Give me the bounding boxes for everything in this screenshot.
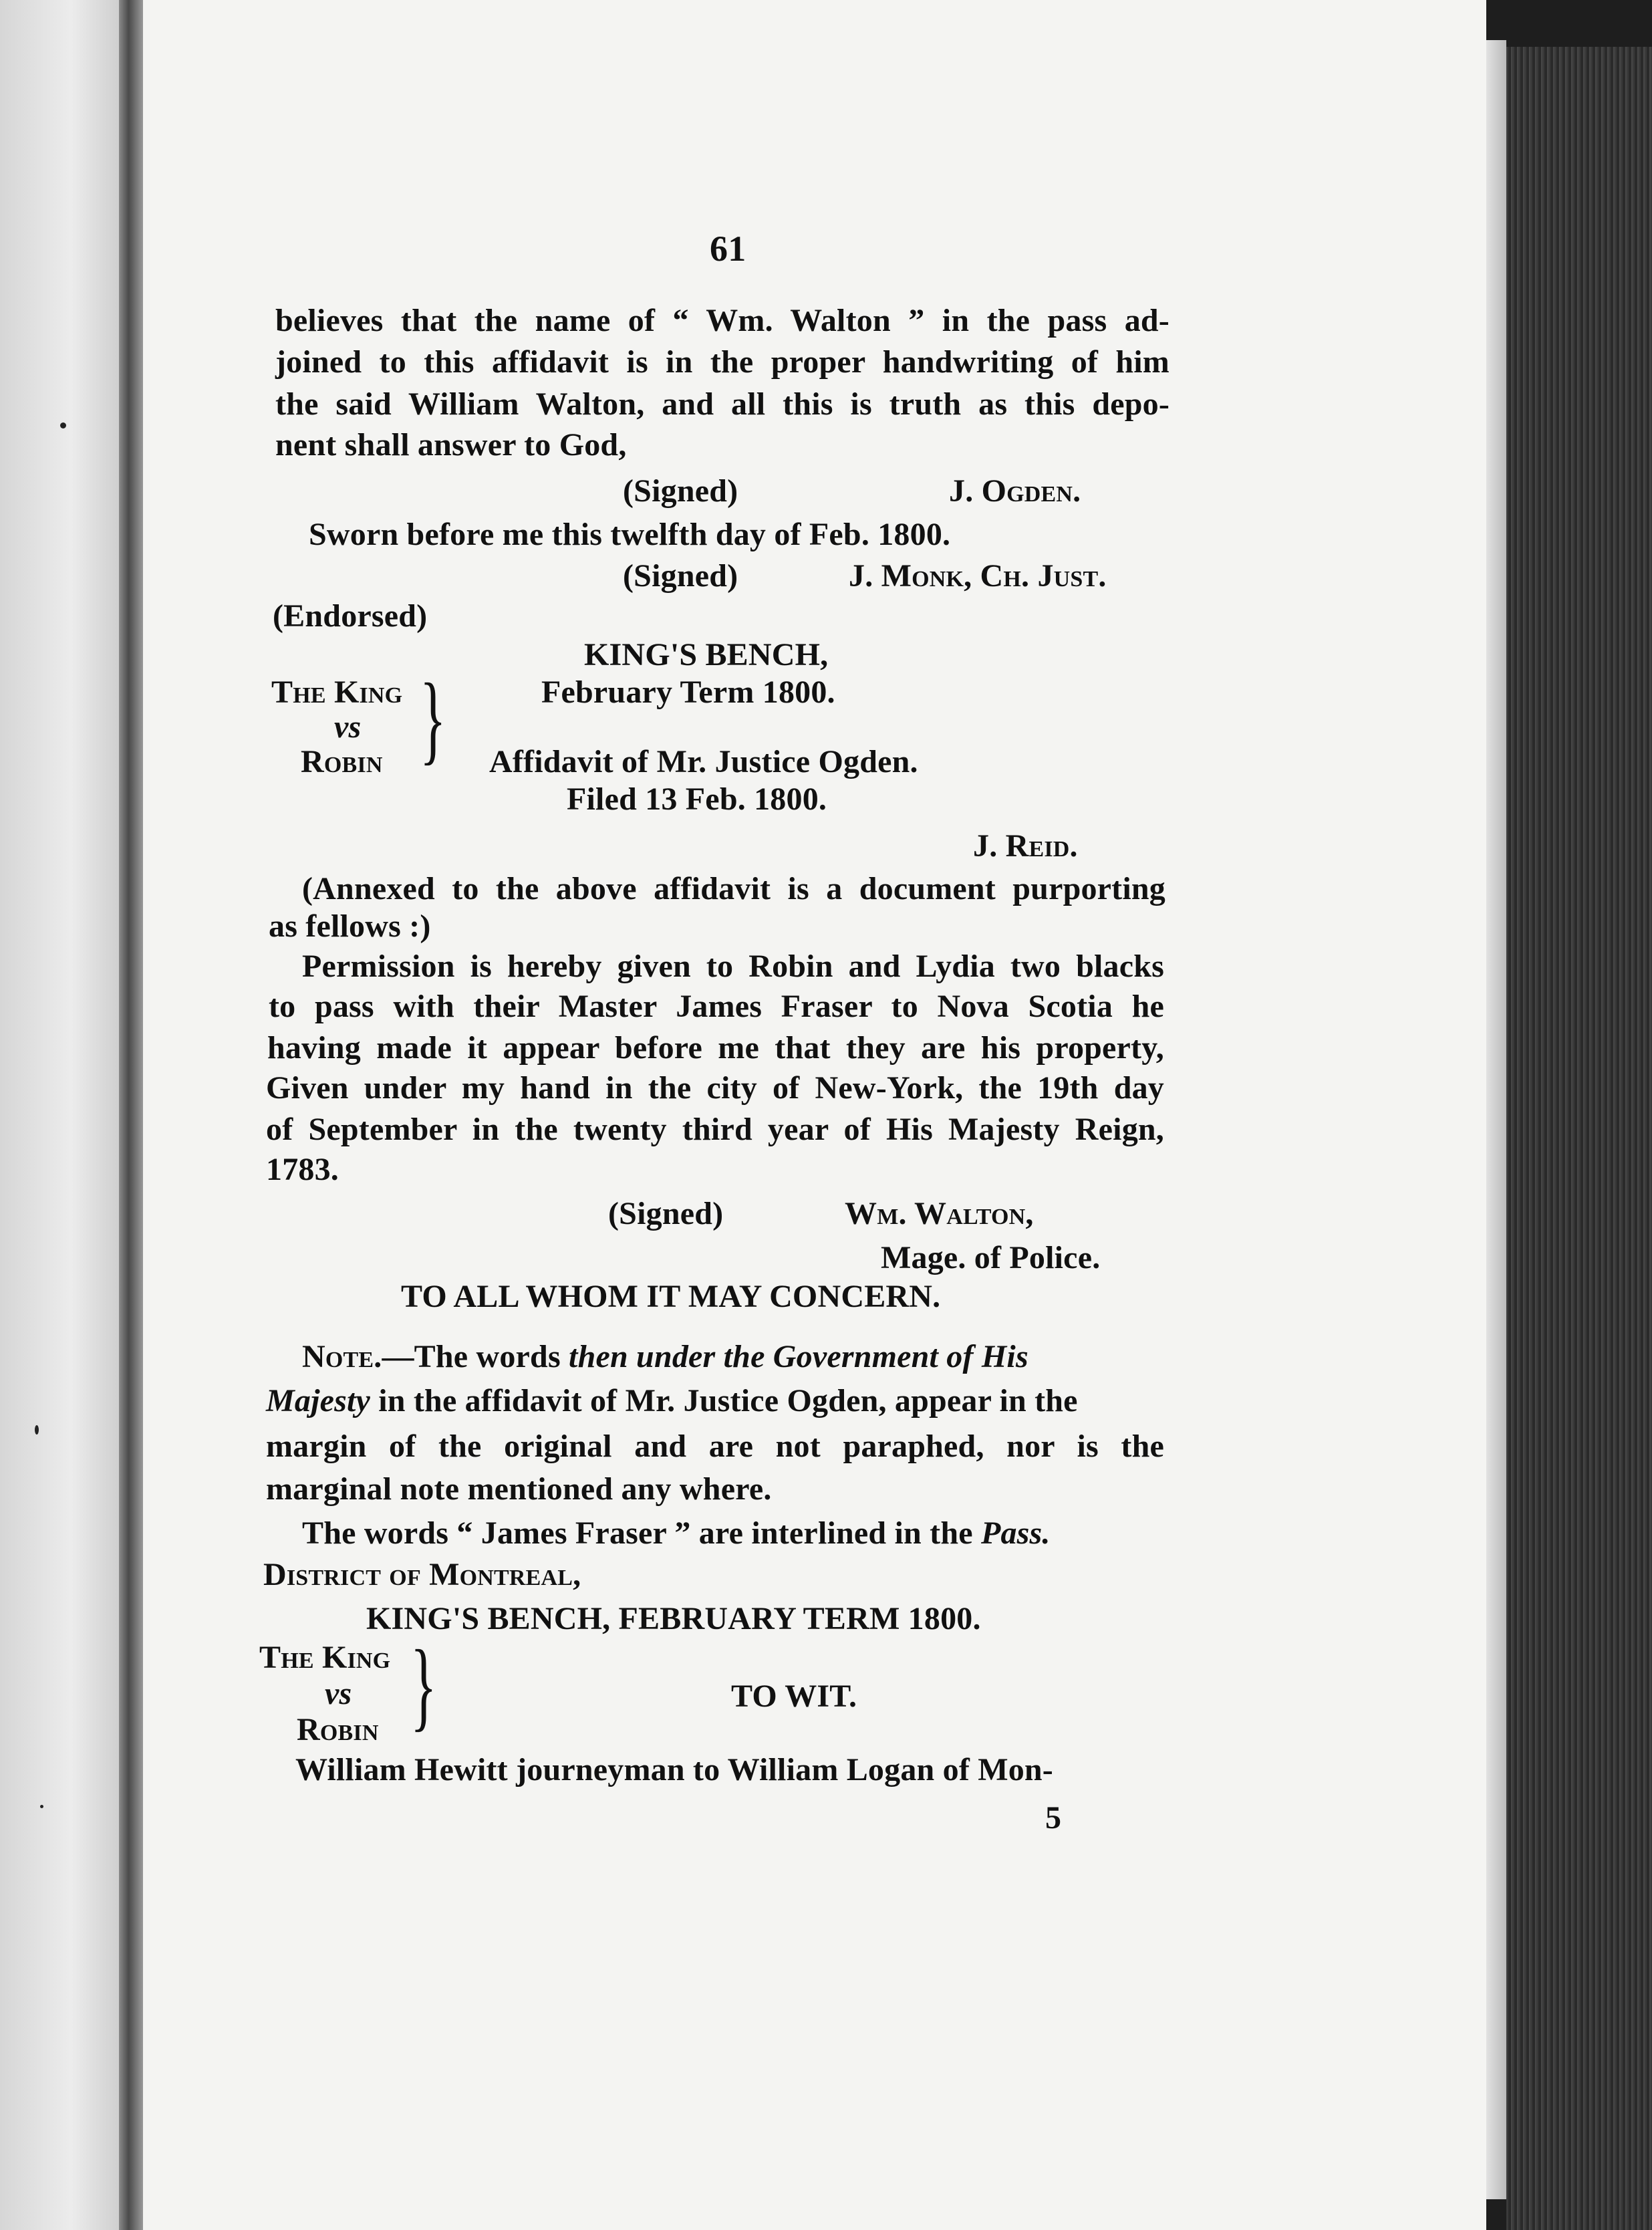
body-line: William Hewitt journeyman to William Logan of Mon-	[295, 1752, 1053, 1787]
note-line: margin of the original and are not paraphed, nor is the	[266, 1429, 1164, 1464]
brace-icon: }	[420, 663, 446, 774]
filed-line: Filed 13 Feb. 1800.	[567, 781, 827, 817]
book-spine	[1506, 47, 1652, 2230]
caption-versus: vs	[325, 1676, 352, 1711]
signed-label: (Signed)	[623, 473, 738, 509]
term-line: February Term 1800.	[541, 674, 835, 710]
page-number: 61	[710, 229, 746, 269]
signature-name: J. Ogden.	[949, 473, 1081, 509]
doc-title: Affidavit of Mr. Justice Ogden.	[489, 744, 918, 779]
caption-party: The King	[259, 1640, 391, 1675]
signature-mark: 5	[1045, 1800, 1062, 1836]
district-line: District of Montreal,	[263, 1557, 581, 1592]
note-text: —The words	[382, 1339, 569, 1374]
body-line: the said William Walton, and all this is truth as this depo-	[275, 386, 1169, 422]
sworn-line: Sworn before me this twelfth day of Feb. 1800.	[309, 517, 951, 552]
body-line: joined to this affidavit is in the proper handwriting of him	[275, 344, 1169, 380]
signature-name: Wm. Walton,	[845, 1196, 1034, 1231]
note-line	[302, 1513, 1051, 1554]
clerk-signature: J. Reid.	[973, 828, 1078, 864]
note-text: The words “ James Fraser ” are interlined in the	[302, 1515, 981, 1551]
note-line	[266, 1381, 1078, 1421]
note-text: in the affidavit of Mr. Justice Ogden, appear in the	[370, 1383, 1078, 1418]
facing-page-edge	[0, 0, 119, 2230]
caption-party: Robin	[297, 1712, 379, 1747]
signed-label: (Signed)	[608, 1196, 724, 1231]
dust-speck	[60, 422, 66, 428]
note-italic: Pass.	[980, 1515, 1051, 1551]
caption-versus: vs	[334, 709, 362, 745]
court-heading: KING'S BENCH, FEBRUARY TERM 1800.	[366, 1601, 981, 1636]
note-line: marginal note mentioned any where.	[266, 1471, 772, 1507]
body-line: Given under my hand in the city of New-York, the 19th day	[266, 1070, 1164, 1106]
to-wit-label: TO WIT.	[731, 1679, 857, 1714]
page-edge	[1486, 40, 1506, 2199]
note-line	[302, 1337, 1028, 1377]
body-line: of September in the twenty third year of His Majesty Reign,	[266, 1112, 1164, 1147]
court-name: KING'S BENCH,	[584, 637, 829, 672]
caption-party: The King	[271, 674, 403, 710]
note-italic: Majesty	[266, 1383, 371, 1418]
body-line: (Annexed to the above affidavit is a document purporting	[302, 871, 1165, 906]
body-line: having made it appear before me that they are his property,	[267, 1030, 1164, 1066]
body-line: nent shall answer to God,	[275, 427, 627, 463]
body-line: Permission is hereby given to Robin and Lydia two blacks	[302, 949, 1164, 984]
note-label: Note.	[302, 1339, 382, 1374]
signature-title: Mage. of Police.	[881, 1240, 1101, 1275]
note-italic: then under the Government of His	[569, 1339, 1028, 1374]
body-line: believes that the name of “ Wm. Walton ” in the pass ad-	[275, 303, 1169, 338]
book-gutter	[119, 0, 143, 2230]
brace-icon: }	[410, 1630, 437, 1741]
endorsed-label: (Endorsed)	[273, 598, 428, 634]
dust-speck	[35, 1425, 39, 1435]
signed-label: (Signed)	[623, 558, 738, 594]
caption-party: Robin	[301, 744, 383, 779]
body-line: to pass with their Master James Fraser to Nova Scotia he	[269, 989, 1164, 1024]
signature-name: J. Monk, Ch. Just.	[849, 558, 1107, 594]
body-line: as fellows :)	[269, 908, 431, 944]
dust-speck	[40, 1805, 43, 1808]
section-heading: TO ALL WHOM IT MAY CONCERN.	[401, 1279, 941, 1314]
body-line: 1783.	[266, 1152, 339, 1187]
